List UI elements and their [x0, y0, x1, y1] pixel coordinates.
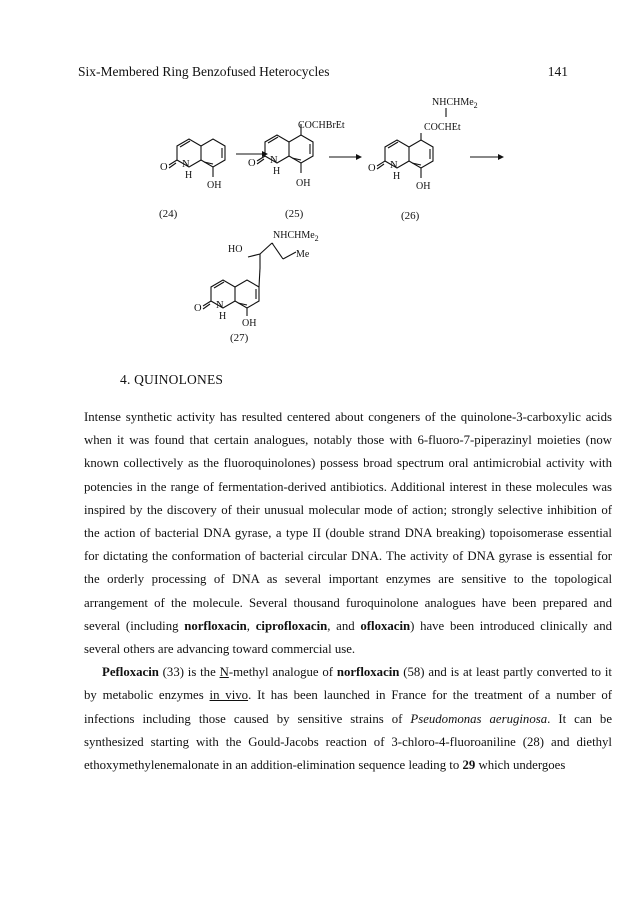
reaction-scheme — [0, 0, 624, 360]
compound-24-ring-n: N — [182, 159, 190, 170]
compound-24-nh: H — [185, 170, 193, 181]
compound-25-nh: H — [273, 166, 281, 177]
compound-25-oh: OH — [296, 178, 311, 189]
compound-26-ring-n: N — [390, 160, 398, 171]
compound-26-nh: H — [393, 171, 401, 182]
compound-25-carbonyl-o: O — [248, 158, 256, 169]
paragraph-2-text: . It can be synthesized starting with the Gould-Jacobs reaction of 3-chloro-4-fluoroaniline (28) and diethyl ethoxymethylenemalonate in an addition-elimination sequence leading to — [84, 711, 613, 773]
n-methyl-prefix: N — [219, 665, 229, 680]
paragraph-1-text-a: Intense synthetic activity has resulted centered about congeners of the quinolone-3-carboxylic acids when it was found that certain analogues, notably those with 6-fluoro-7-piperazinyl moieties (now known collectively as the fluoroquinolones) possess broad spectrum oral antimicrobial activity with potencies in the range of fermentation-derived antibiotics. Additional interest in these molecules was inspired by the discovery of their unusual molecular mode of action; strongly selective inhibition of the action of bacterial DNA gyrase, a type II (double strand DNA breaking) topoisomerase essential for dictating the conformation of bacterial circular DNA. The activity of DNA gyrase is essential for the orderly processing of DNA as several important enzymes are sensitive to the topological arrangement of the molecule. Several thousand furoquinolone analogues have been prepared and several (including — [84, 410, 612, 633]
separator: , and — [327, 618, 361, 633]
arrow-head-2 — [356, 154, 362, 160]
compound-26-oh: OH — [416, 181, 431, 192]
compound-number-29: 29 — [462, 758, 476, 773]
compound-27-amine: NHCHMe$_2$ — [273, 230, 319, 243]
compound-27-structure — [194, 230, 319, 329]
body-text — [84, 406, 612, 777]
running-head-title: Six-Membered Ring Benzofused Heterocycles — [78, 64, 330, 79]
paragraph-2 — [84, 661, 612, 777]
paragraph-2-text: (58) and is at least partly converted to it by metabolic enzymes — [84, 665, 612, 703]
arrow-head-3 — [498, 154, 504, 160]
compound-25-ring-n: N — [270, 155, 278, 166]
compound-24-carbonyl-o: O — [160, 162, 168, 173]
drug-name-norfloxacin: norfloxacin — [184, 618, 247, 633]
compound-26-substituent: COCHEt — [424, 122, 461, 133]
paragraph-2-text: (33) is the — [158, 665, 220, 680]
page-number: 141 — [547, 64, 568, 79]
paragraph-1-text-b: ) have been introduced clinically and several others are advancing toward commercial use. — [84, 618, 613, 657]
compound-25-label: (25) — [285, 208, 304, 220]
compound-27-hydroxy: HO — [228, 244, 243, 255]
compound-26-amine: NHCHMe$_2$ — [432, 97, 478, 110]
drug-name-ofloxacin: ofloxacin — [360, 618, 411, 633]
drug-name-pefloxacin: Pefloxacin — [102, 665, 159, 680]
compound-27-methyl: Me — [296, 249, 310, 260]
compound-27-label: (27) — [230, 332, 249, 344]
compound-24-label: (24) — [159, 208, 178, 220]
compound-26-label: (26) — [401, 210, 420, 222]
compound-24-oh: OH — [207, 180, 222, 191]
separator: , — [246, 618, 256, 633]
paragraph-2-text: which undergoes — [475, 758, 566, 773]
compound-27-nh: H — [219, 311, 227, 322]
in-vivo-term: in vivo — [209, 688, 249, 703]
compound-24-structure — [160, 139, 225, 191]
compound-26-carbonyl-o: O — [368, 163, 376, 174]
compound-27-carbonyl-o: O — [194, 303, 202, 314]
paragraph-1 — [84, 406, 612, 661]
compound-25-substituent: COCHBrEt — [298, 120, 345, 131]
compound-27-oh: OH — [242, 318, 257, 329]
paragraph-2-text: . It has been launched in France for the treatment of a number of infections including those caused by sensitive strains of — [84, 688, 613, 726]
organism-name: Pseudomonas aeruginosa — [410, 711, 548, 726]
compound-26-structure — [368, 97, 478, 192]
drug-name-ciprofloxacin: ciprofloxacin — [255, 618, 328, 633]
compound-27-ring-n: N — [216, 300, 224, 311]
section-heading: 4. QUINOLONES — [120, 372, 224, 387]
paragraph-2-text: -methyl analogue of — [228, 665, 337, 680]
drug-name-norfloxacin: norfloxacin — [336, 665, 400, 680]
